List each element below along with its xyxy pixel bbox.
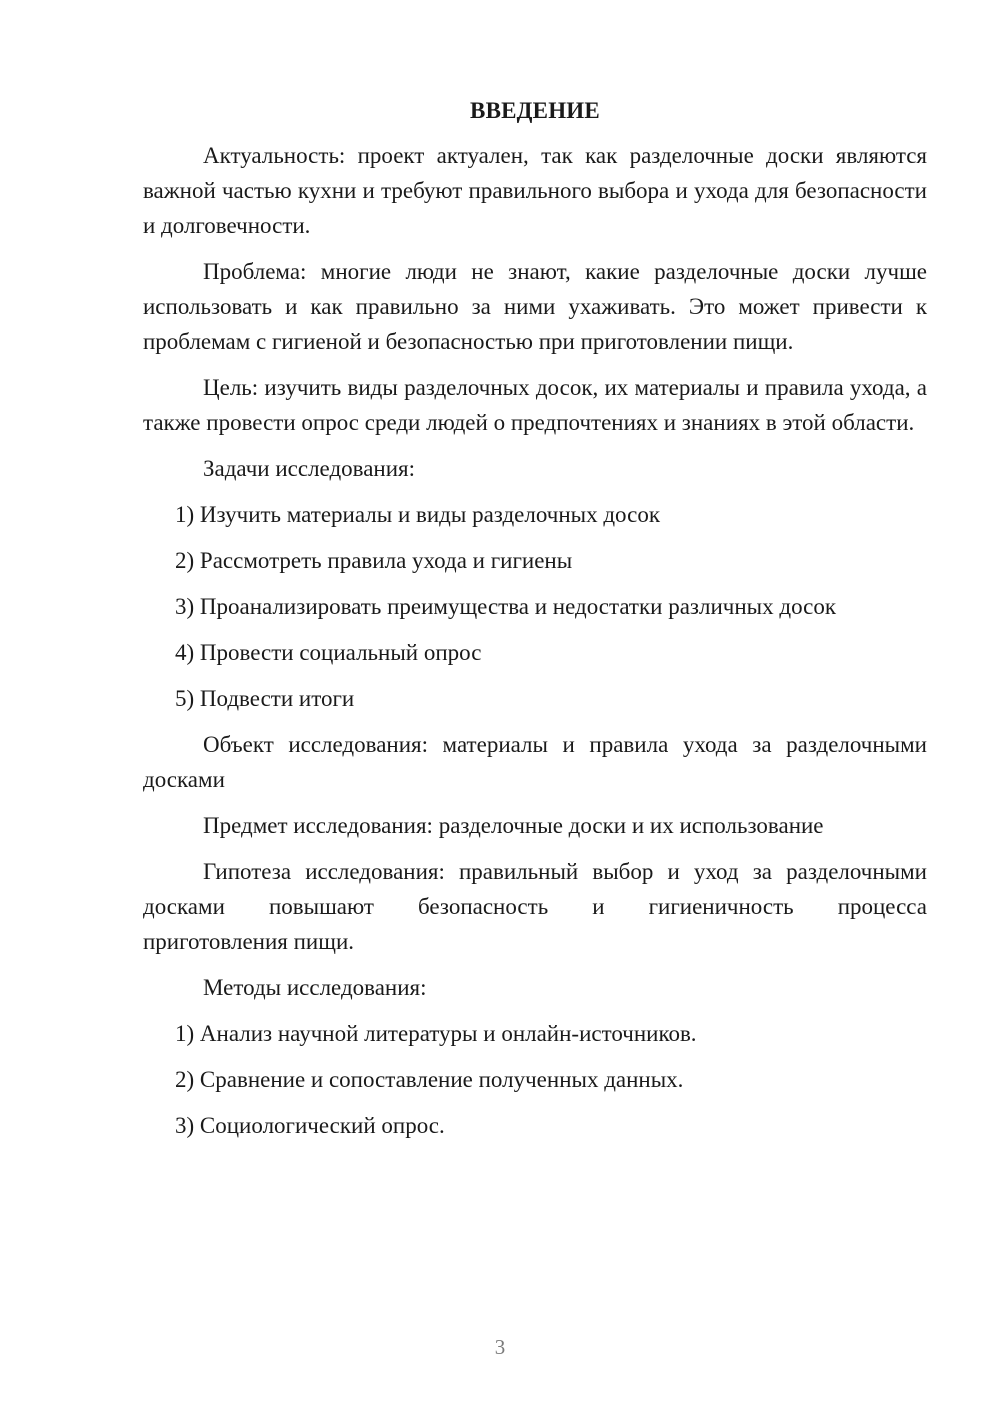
list-item: 3) Социологический опрос. — [175, 1113, 445, 1138]
list-item: 2) Рассмотреть правила ухода и гигиены — [175, 548, 573, 573]
hypothesis-paragraph — [143, 854, 927, 959]
tasks-label: Задачи исследования: — [203, 456, 416, 481]
hypothesis-main: Гипотеза исследования: правильный выбор и уход за разделочными досками повышают безопасность и гигиеничность процесса — [143, 859, 927, 919]
list-item: 3) Проанализировать преимущества и недостатки различных досок — [175, 594, 837, 619]
section-heading: ВВЕДЕНИЕ — [470, 98, 600, 123]
tasks-list — [143, 497, 927, 716]
list-item: 4) Провести социальный опрос — [175, 640, 482, 665]
problem-paragraph: Проблема: многие люди не знают, какие разделочные доски лучше использовать и как правильно за ними ухаживать. Это может привести к проблемам с гигиеной и безопасностью при приготовлении пищи. — [143, 259, 927, 354]
relevance-paragraph: Актуальность: проект актуален, так как разделочные доски являются важной частью кухни и требуют правильного выбора и ухода для безопасности и долговечности. — [143, 143, 927, 238]
methods-label: Методы исследования: — [203, 975, 427, 1000]
hypothesis-tail: приготовления пищи. — [143, 929, 354, 954]
page-number: 3 — [494, 1335, 506, 1359]
object-paragraph: Объект исследования: материалы и правила ухода за разделочными досками — [143, 732, 927, 792]
subject-paragraph: Предмет исследования: разделочные доски и их использование — [203, 813, 824, 838]
list-item: 1) Изучить материалы и виды разделочных досок — [175, 502, 660, 527]
goal-paragraph: Цель: изучить виды разделочных досок, их материалы и правила ухода, а также провести опрос среди людей о предпочтениях и знаниях в этой области. — [143, 375, 927, 435]
list-item: 1) Анализ научной литературы и онлайн-источников. — [175, 1021, 697, 1046]
list-item: 2) Сравнение и сопоставление полученных данных. — [175, 1067, 684, 1092]
list-item: 5) Подвести итоги — [175, 686, 355, 711]
page-content — [143, 94, 927, 1154]
methods-list — [143, 1016, 927, 1143]
